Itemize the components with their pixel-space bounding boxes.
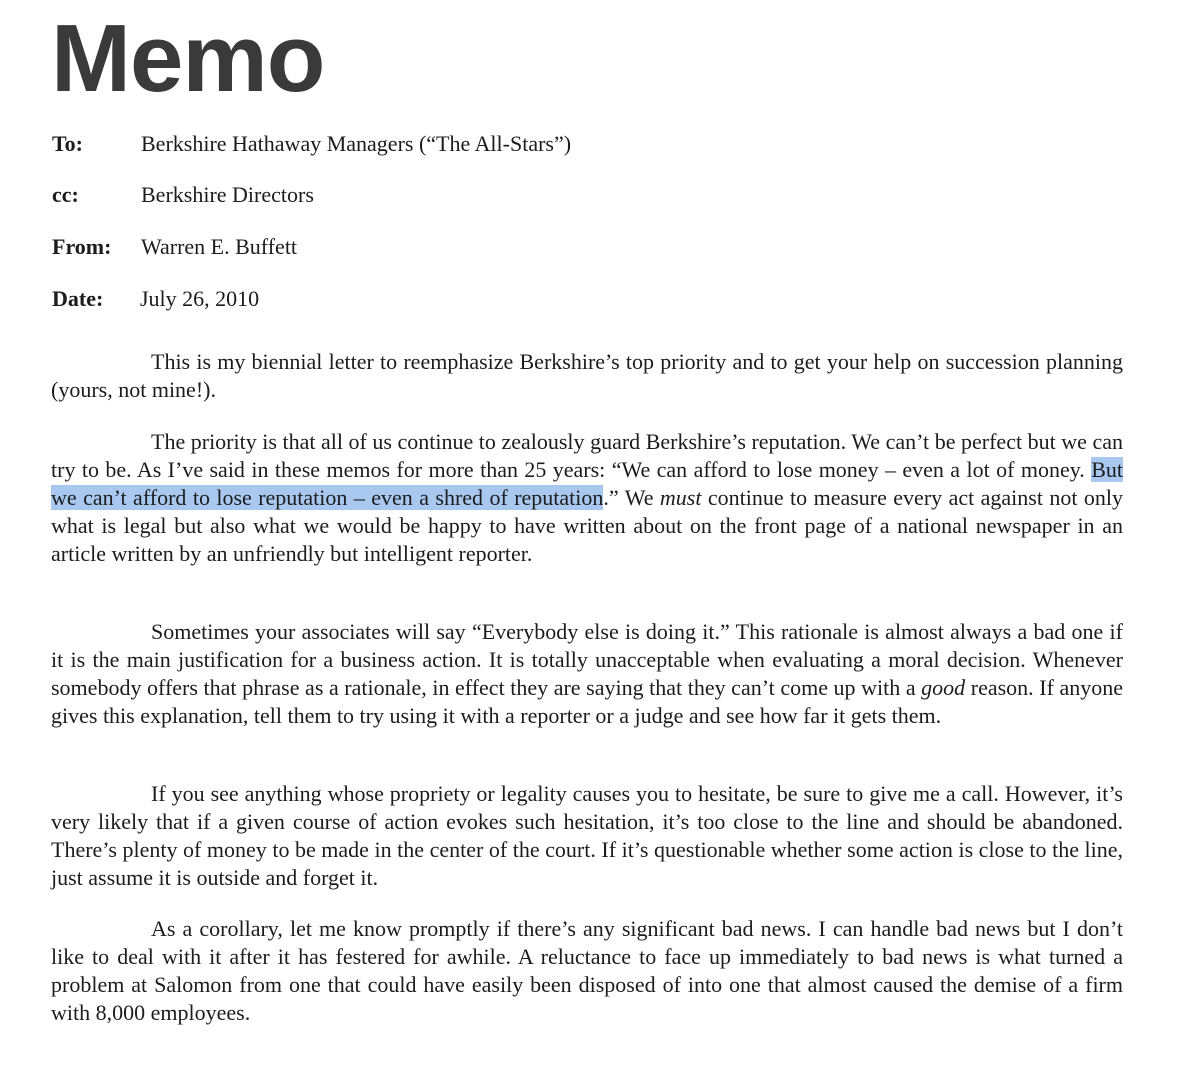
paragraph-2-text-b: .” We	[603, 485, 660, 510]
paragraph-5-text: As a corollary, let me know promptly if there’s any significant bad news. I can handle bad news but I don’t like to deal with it after it has festered for awhile. A reluctance to face up immediately to bad news is what turned a problem at Salomon from one that could have easily been disposed of into one that almost caused the demise of a firm with 8,000 employees.	[51, 916, 1123, 1025]
emphasis-good: good	[921, 675, 966, 700]
to-label: To:	[52, 131, 83, 156]
cc-value: Berkshire Directors	[141, 182, 314, 207]
paragraph-2-text-c: continue to measure every act against not only what is legal but also what we would be happy to have written about on the front page of a national newspaper in an article written by an unfriendly but intelligent reporter.	[51, 485, 1124, 566]
from-value: Warren E. Buffett	[141, 234, 298, 259]
to-value: Berkshire Hathaway Managers (“The All-Stars”)	[141, 131, 572, 156]
paragraph-3-text-b: reason. If anyone gives this explanation, tell them to try using it with a reporter or a judge and see how far it gets them.	[51, 675, 1124, 728]
paragraph-1-text: This is my biennial letter to reemphasize Berkshire’s top priority and to get your help on succession planning (yours, not mine!).	[51, 349, 1123, 402]
paragraph-3-text-a: Sometimes your associates will say “Everybody else is doing it.” This rationale is almost always a bad one if it is the main justification for a business action. It is totally unacceptable when evaluating a moral decision. Whenever somebody offers that phrase as a rationale, in effect they are saying that they can’t come up with a	[51, 619, 1123, 700]
emphasis-must: must	[659, 485, 702, 510]
header-cc-row	[52, 182, 314, 208]
cc-label: cc:	[52, 182, 79, 207]
highlighted-quote[interactable]: But we can’t afford to lose reputation – even a shred of reputation	[51, 457, 1123, 510]
paragraph-5	[51, 915, 1123, 1027]
paragraph-4-text: If you see anything whose propriety or legality causes you to hesitate, be sure to give me a call. However, it’s very likely that if a given course of action evokes such hesitation, it’s too close to the line and should be abandoned. There’s plenty of money to be made in the center of the court. If it’s questionable whether some action is close to the line, just assume it is outside and forget it.	[51, 781, 1123, 890]
header-from-row	[52, 234, 298, 260]
paragraph-2	[51, 428, 1123, 568]
paragraph-1	[51, 348, 1123, 404]
date-label: Date:	[52, 286, 104, 311]
paragraph-4	[51, 780, 1123, 892]
paragraph-2-text-a: The priority is that all of us continue to zealously guard Berkshire’s reputation. We can’t be perfect but we can try to be. As I’ve said in these memos for more than 25 years: “We can afford to lose money – even a lot of money.	[51, 429, 1123, 482]
date-value: July 26, 2010	[140, 286, 260, 311]
memo-title: Memo	[51, 5, 325, 112]
header-to-row	[52, 131, 572, 157]
from-label: From:	[52, 234, 112, 259]
paragraph-3	[51, 618, 1123, 730]
header-date-row	[52, 286, 260, 312]
